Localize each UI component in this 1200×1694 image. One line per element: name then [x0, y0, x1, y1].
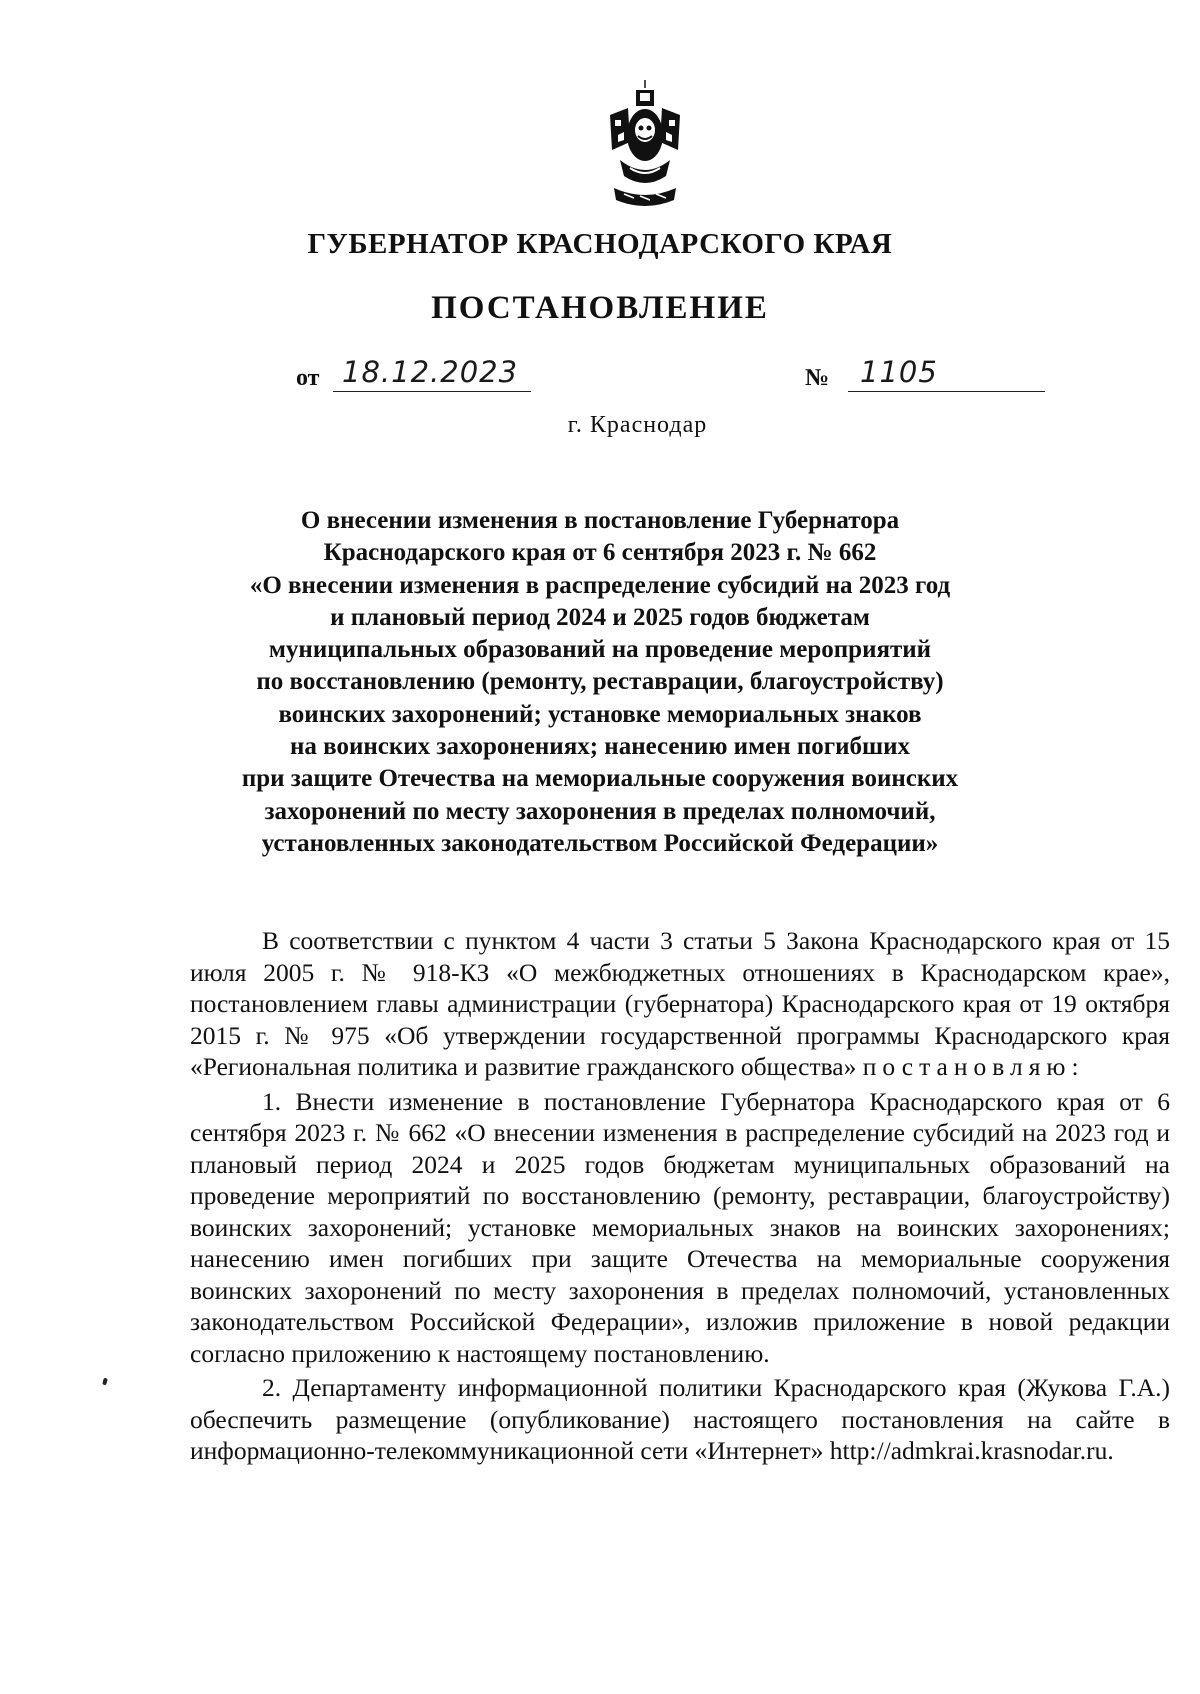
title-line: воинских захоронений; установке мемориальных знаков — [278, 700, 922, 728]
preamble-text: В соответствии с пунктом 4 части 3 статьи 5 Закона Краснодарского края от 15 июля 2005 г. № 918-КЗ «О межбюджетных отношениях в Краснодарском крае», постановлением главы администрации (губернатора) Краснодарского края от 19 октября 2015 г. № 975 «Об утверждении государственной программы Краснодарского края «Региональная политика и развитие гражданского общества» — [190, 926, 1170, 1081]
title-line: установленных законодательством Российской Федерации» — [261, 829, 939, 857]
document-body — [190, 925, 1170, 1467]
issuing-authority: ГУБЕРНАТОР КРАСНОДАРСКОГО КРАЯ — [307, 228, 893, 260]
date-label: от — [296, 365, 320, 391]
item-1-paragraph: 1. Внести изменение в постановление Губернатора Краснодарского края от 6 сентября 2023 г. № 662 «О внесении изменения в распределение субсидий на 2023 год и плановый период 2024 и 2025 годов бюджетам муниципальных образований на проведение мероприятий по восстановлению (ремонту, реставрации, благоустройству) воинских захоронений; установке мемориальных знаков на воинских захоронениях; нанесению имен погибших при защите Отечества на мемориальные сооружения воинских захоронений по месту захоронения в пределах полномочий, установленных законодательством Российской Федерации», изложив приложение в новой редакции согласно приложению к настоящему постановлению. — [190, 1086, 1170, 1368]
title-line: и плановый период 2024 и 2025 годов бюджетам — [330, 603, 870, 631]
title-line: «О внесении изменения в распределение субсидий на 2023 год — [249, 571, 951, 599]
item-2-paragraph: 2. Департаменту информационной политики Краснодарского края (Жукова Г.А.) обеспечить размещение (опубликование) настоящего постановления на сайте в информационно-телекоммуникационной сети «Интернет» http://admkrai.krasnodar.ru. — [190, 1373, 1170, 1465]
title-line: при защите Отечества на мемориальные сооружения воинских — [241, 765, 959, 793]
scan-artifact-mark — [102, 1378, 108, 1386]
number-underline — [848, 391, 1045, 392]
date-number-row — [0, 355, 1200, 395]
date-underline — [333, 391, 531, 392]
handwritten-number: 1105 — [860, 355, 938, 389]
title-line: Краснодарского края от 6 сентября 2023 г. № 662 — [323, 539, 877, 567]
document-title — [190, 505, 1010, 860]
title-line: захоронений по месту захоронения в пределах полномочий, — [264, 797, 936, 825]
handwritten-date: 18.12.2023 — [342, 355, 519, 389]
city: г. Краснодар — [567, 412, 708, 438]
resolve-word: постановляю: — [862, 1052, 1085, 1081]
preamble-paragraph — [190, 925, 1170, 1083]
number-label: № — [805, 365, 830, 391]
title-line: О внесении изменения в постановление Губернатора — [300, 507, 900, 534]
title-line: по восстановлению (ремонту, реставрации, благоустройству) — [256, 668, 944, 696]
title-line: муниципальных образований на проведение мероприятий — [268, 636, 932, 664]
document-type: ПОСТАНОВЛЕНИЕ — [431, 290, 769, 326]
title-line: на воинских захоронениях; нанесению имен погибших — [289, 733, 911, 761]
krasnodar-coat-of-arms-emblem — [600, 80, 690, 215]
